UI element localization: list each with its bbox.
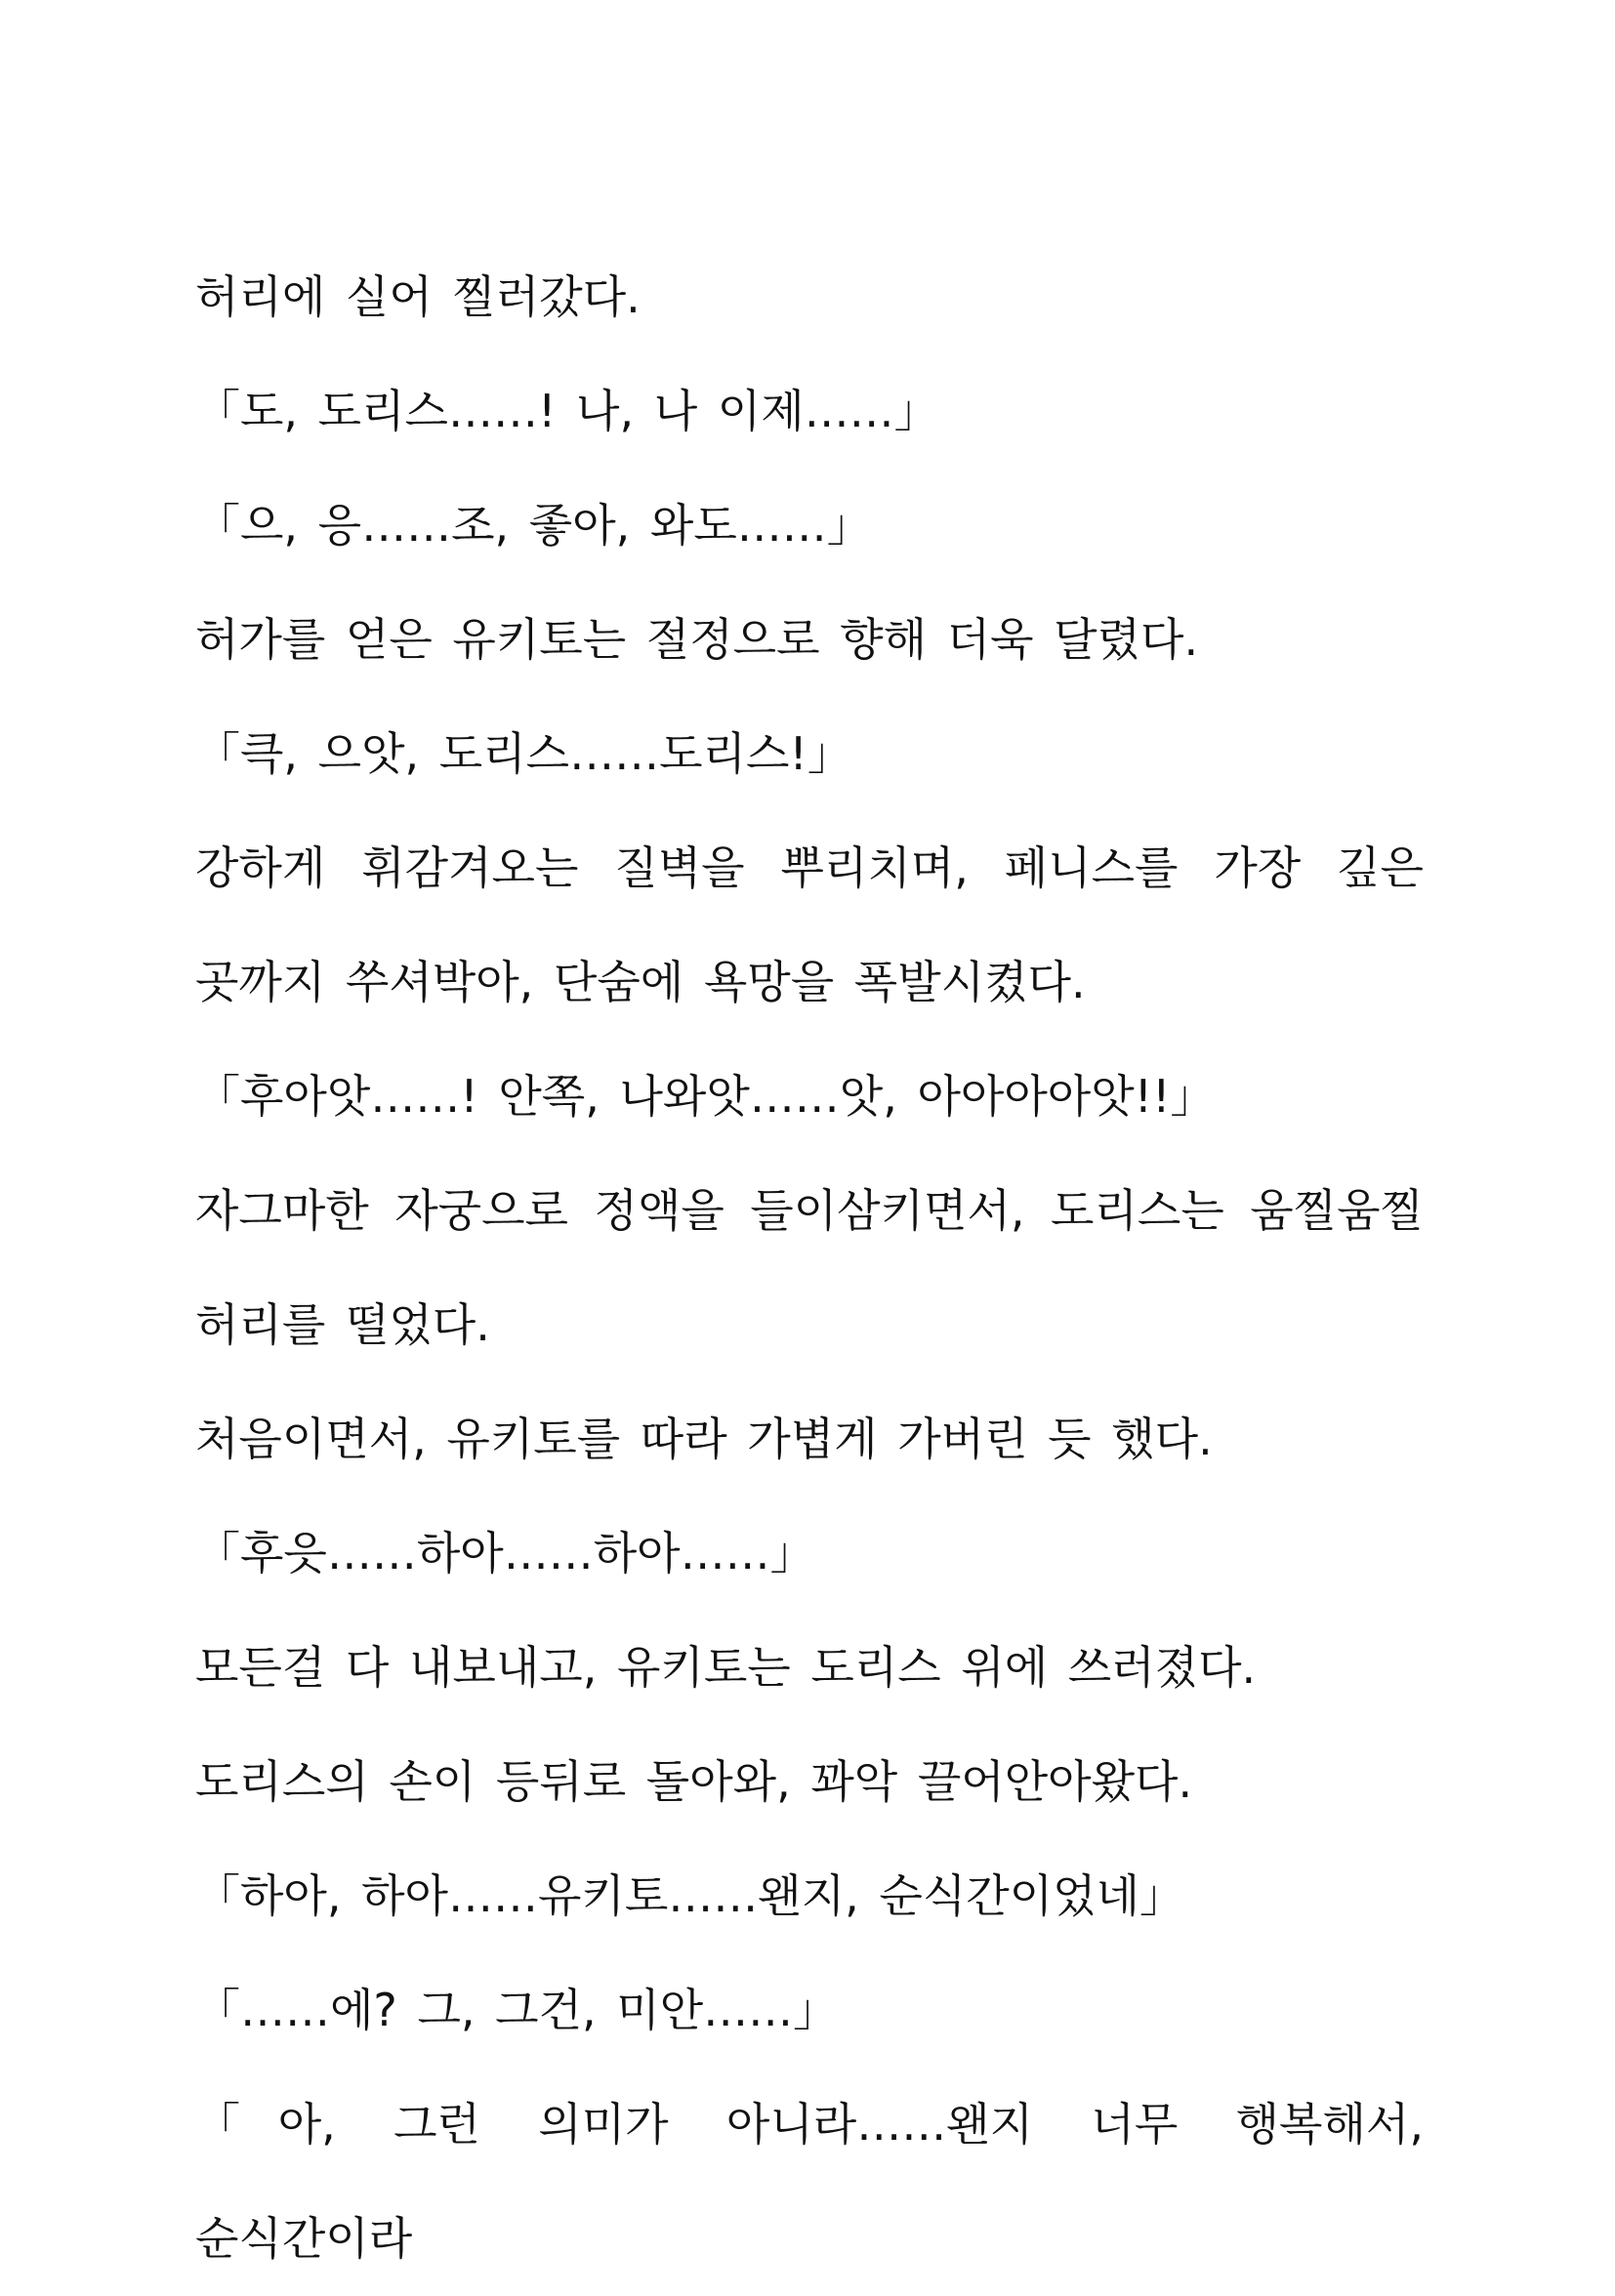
paragraph: 「후아앗……! 안쪽, 나와앗……앗, 아아아아앗!!」 [195, 1070, 1216, 1123]
paragraph: 「아, 그런 의미가 아니라……왠지 너무 행복해서, 순식간이라 [195, 2098, 1424, 2265]
paragraph: 도리스의 손이 등뒤로 돌아와, 꽈악 끌어안아왔다. [195, 1755, 1193, 1808]
paragraph: 「으, 응……조, 좋아, 와도……」 [195, 499, 872, 552]
paragraph: 「큭, 으앗, 도리스……도리스!」 [195, 727, 852, 780]
paragraph: 허리에 실어 찔러갔다. [195, 270, 641, 323]
paragraph: 「후읏……하아……하아……」 [195, 1527, 815, 1579]
paragraph: 「도, 도리스……! 나, 나 이제……」 [195, 385, 939, 437]
paragraph: 「……에? 그, 그건, 미안……」 [195, 1984, 839, 2036]
paragraph: 모든걸 다 내보내고, 유키토는 도리스 위에 쓰러졌다. [195, 1641, 1257, 1694]
paragraph: 강하게 휘감겨오는 질벽을 뿌리치며, 페니스를 가장 깊은 곳까지 쑤셔박아, 단숨에 욕망을 폭발시켰다. [195, 841, 1424, 1008]
paragraph: 허가를 얻은 유키토는 절정으로 향해 더욱 달렸다. [195, 613, 1199, 666]
paragraph: 자그마한 자궁으로 정액을 들이삼키면서, 도리스는 움찔움찔 허리를 떨었다. [195, 1184, 1424, 1351]
body-text [195, 240, 1424, 2296]
paragraph: 「하아, 하아……유키토……왠지, 순식간이었네」 [195, 1869, 1185, 1922]
paragraph: 처음이면서, 유키토를 따라 가볍게 가버린 듯 했다. [195, 1413, 1213, 1465]
